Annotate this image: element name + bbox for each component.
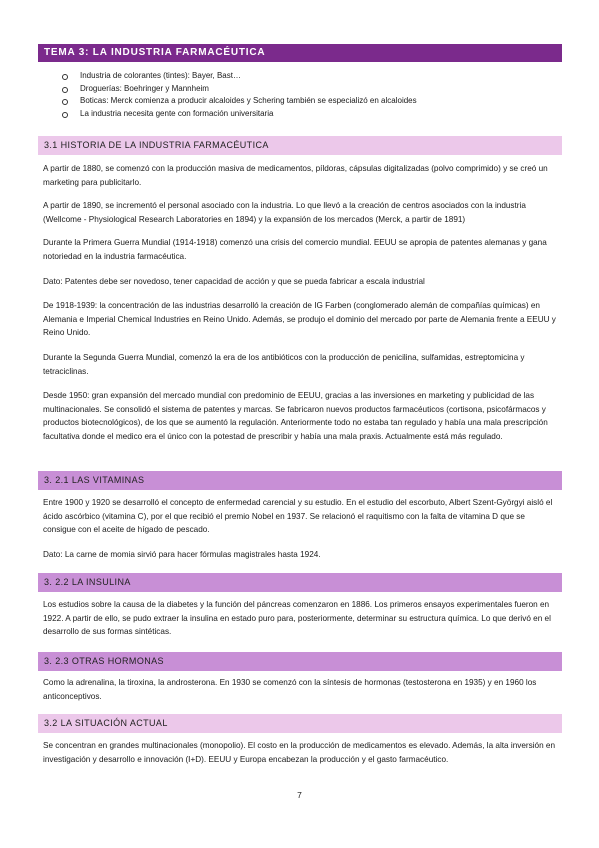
paragraph: Durante la Segunda Guerra Mundial, comenzó la era de los antibióticos con la producción de penicilina, sulfamidas, estreptomicina y tetraciclinas. xyxy=(43,353,525,376)
section-heading-historia: 3.1 HISTORIA DE LA INDUSTRIA FARMACÉUTICA xyxy=(38,136,562,155)
paragraph: Los estudios sobre la causa de la diabetes y la función del páncreas comenzaron en 1886. Los primeros ensayos experimentales fueron en 1922. A partir de ello, se pudo extraer la insulina en estado puro para, posteriormente, determinar su estructura química. Lo que derivó en el desarrollo de sus formas sintéticas. xyxy=(43,600,551,636)
paragraph: A partir de 1880, se comenzó con la producción masiva de medicamentos, píldoras, cápsulas digitalizadas (polvo comprimido) y se creó un marketing para publicitarlo. xyxy=(43,164,548,187)
section-heading-situacion-actual: 3.2 LA SITUACIÓN ACTUAL xyxy=(38,714,562,733)
circle-bullet-icon xyxy=(62,74,68,80)
paragraph: Dato: La carne de momia sirvió para hacer fórmulas magistrales hasta 1924. xyxy=(43,550,321,559)
paragraph: Desde 1950: gran expansión del mercado mundial con predominio de EEUU, gracias a las inversiones en marketing y publicidad de las multinacionales. Se consolidó el sistema de patentes y marcas. Se fabricaron nuevos productos farmacéuticos (cortisona, psicofármacos y productos biotecnológicos), de los que se aumentó la regulación. Anteriormente todo no estaba tan regulado y había una mala prescripción facultativa donde el medico era el único con la potestad de prescribir y había una mala praxis. Actualmente está más regulado. xyxy=(43,391,548,441)
circle-bullet-icon xyxy=(62,87,68,93)
list-item: Droguerías: Boehringer y Mannheim xyxy=(60,83,560,96)
page-title: TEMA 3: LA INDUSTRIA FARMACÉUTICA xyxy=(38,44,562,62)
section-heading-insulina: 3. 2.2 LA INSULINA xyxy=(38,573,562,592)
section-heading-hormonas: 3. 2.3 OTRAS HORMONAS xyxy=(38,652,562,671)
paragraph: Dato: Patentes debe ser novedoso, tener capacidad de acción y que se pueda fabricar a escala industrial xyxy=(43,277,425,286)
paragraph: A partir de 1890, se incrementó el personal asociado con la industria. Lo que llevó a la creación de centros asociados con la industria (Wellcome - Physiological Research Laboratories en 1894) y la expansión de los mercados (Merck, a partir de 1891) xyxy=(43,201,526,224)
list-item: Industria de colorantes (tintes): Bayer, Bast… xyxy=(60,70,560,83)
list-item: La industria necesita gente con formación universitaria xyxy=(60,108,560,121)
paragraph: Durante la Primera Guerra Mundial (1914-1918) comenzó una crisis del comercio mundial. EEUU se apropia de patentes alemanas y gana notoriedad en la industria farmacéutica. xyxy=(43,238,547,261)
paragraph: Como la adrenalina, la tiroxina, la androsterona. En 1930 se comenzó con la síntesis de hormonas (testosterona en 1935) y en 1960 los anticonceptivos. xyxy=(43,678,537,701)
paragraph: Entre 1900 y 1920 se desarrolló el concepto de enfermedad carencial y su estudio. En el estudio del escorbuto, Albert Szent-Györgyi aisló el ácido ascórbico (vitamina C), por el que recibió el premio Nobel en 1937. Se relacionó el raquitismo con la falta de vitamina D que se consigue con el aceite de hígado de pescado. xyxy=(43,498,553,534)
paragraph: Se concentran en grandes multinacionales (monopolio). El costo en la producción de medicamentos es elevado. Además, la alta inversión en investigación y desarrollo e innovación (I+D). EEUU y Europa encabezan la producción y el gasto farmacéutico. xyxy=(43,741,556,764)
circle-bullet-icon xyxy=(62,99,68,105)
list-item: Boticas: Merck comienza a producir alcaloides y Schering también se especializó en alcaloides xyxy=(60,95,560,108)
paragraph: De 1918-1939: la concentración de las industrias desarrolló la creación de IG Farben (conglomerado alemán de compañías químicas) en Alemania e Imperial Chemical Industries en Reino Unido. Además, se produjo el dominio del mercado por parte de Alemania frente a EEUU y Reino Unido. xyxy=(43,301,556,337)
page-number: 7 xyxy=(297,790,302,800)
intro-bullet-list xyxy=(60,70,560,120)
circle-bullet-icon xyxy=(62,112,68,118)
section-heading-vitaminas: 3. 2.1 LAS VITAMINAS xyxy=(38,471,562,490)
